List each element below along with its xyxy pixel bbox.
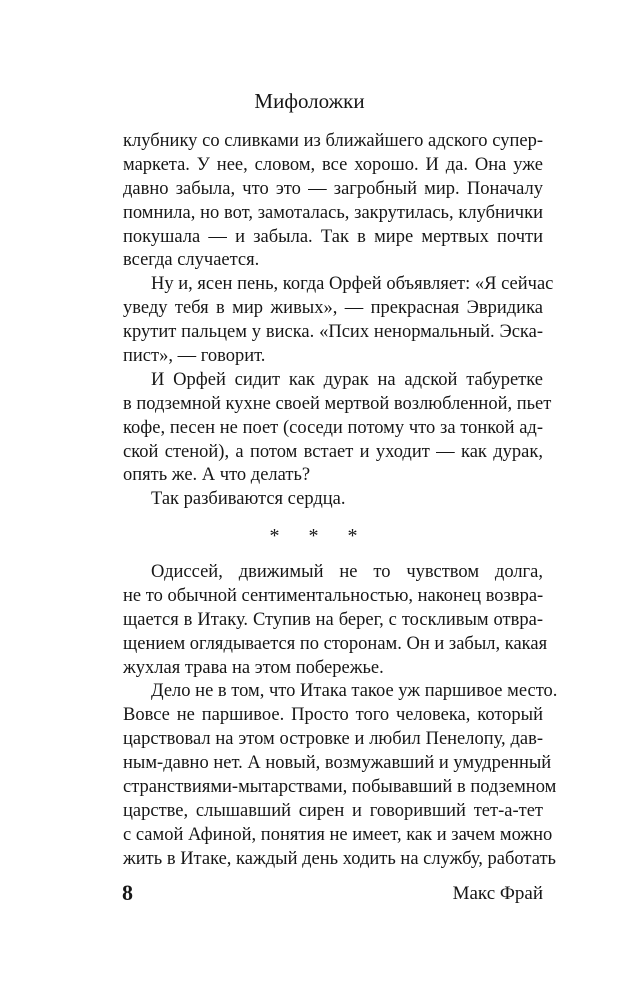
- text-line: Вовсе не паршивое. Просто того человека, который: [123, 705, 543, 726]
- text-section-2: [123, 561, 558, 872]
- text-line: жить в Итаке, каждый день ходить на службу, работать: [123, 848, 556, 869]
- text-line: жухлая трава на этом побережье.: [123, 657, 384, 678]
- text-line: крутит пальцем у виска. «Псих ненормальный. Эска-: [123, 322, 543, 343]
- text-line: царстве, слышавший сирен и говоривший тет-а-тет: [123, 800, 543, 821]
- text-line: кофе, песен не поет (соседи потому что за тонкой ад-: [123, 417, 543, 438]
- text-line: опять же. А что делать?: [123, 465, 311, 486]
- text-line: в подземной кухне своей мертвой возлюбленной, пьет: [123, 393, 552, 414]
- text-section-1: [123, 130, 554, 512]
- text-line: давно забыла, что это — загробный мир. Поначалу: [123, 178, 543, 199]
- section-separator: * * *: [269, 525, 370, 547]
- text-line: Ну и, ясен пень, когда Орфей объявляет: «Я сейчас: [151, 274, 554, 295]
- text-line: Одиссей, движимый не то чувством долга,: [151, 562, 543, 582]
- page-number: 8: [122, 880, 133, 905]
- text-line: Дело не в том, что Итака такое уж паршивое место.: [151, 681, 558, 702]
- text-line: маркета. У нее, словом, все хорошо. И да. Она уже: [123, 154, 543, 175]
- text-line: щается в Итаку. Ступив на берег, с тоскливым отвра-: [123, 609, 543, 630]
- text-line: щением оглядывается по сторонам. Он и забыл, какая: [123, 633, 548, 654]
- text-line: И Орфей сидит как дурак на адской табуретке: [151, 369, 543, 390]
- text-line: ным-давно нет. А новый, возмужавший и умудренный: [123, 753, 552, 774]
- running-title: Мифоложки: [254, 89, 365, 113]
- text-line: Так разбиваются сердца.: [151, 489, 346, 510]
- text-line: царствовал на этом островке и любил Пенелопу, дав-: [123, 729, 543, 750]
- text-line: ской стеной), а потом встает и уходит — как дурак,: [123, 441, 543, 462]
- text-line: пист», — говорит.: [123, 346, 266, 367]
- text-line: странствиями-мытарствами, побывавший в подземном: [123, 777, 557, 798]
- text-line: покушала — и забыла. Так в мире мертвых почти: [123, 226, 543, 247]
- author-name: Макс Фрай: [452, 883, 543, 904]
- text-line: уведу тебя в мир живых», — прекрасная Эвридика: [123, 298, 543, 319]
- text-line: с самой Афиной, понятия не имеет, как и зачем можно: [123, 824, 553, 845]
- text-line: помнила, но вот, замоталась, закрутилась, клубнички: [123, 202, 543, 223]
- text-line: не то обычной сентиментальностью, наконец возвра-: [123, 585, 544, 606]
- text-line: клубнику со сливками из ближайшего адского супер-: [123, 131, 543, 151]
- text-line: всегда случается.: [123, 250, 260, 271]
